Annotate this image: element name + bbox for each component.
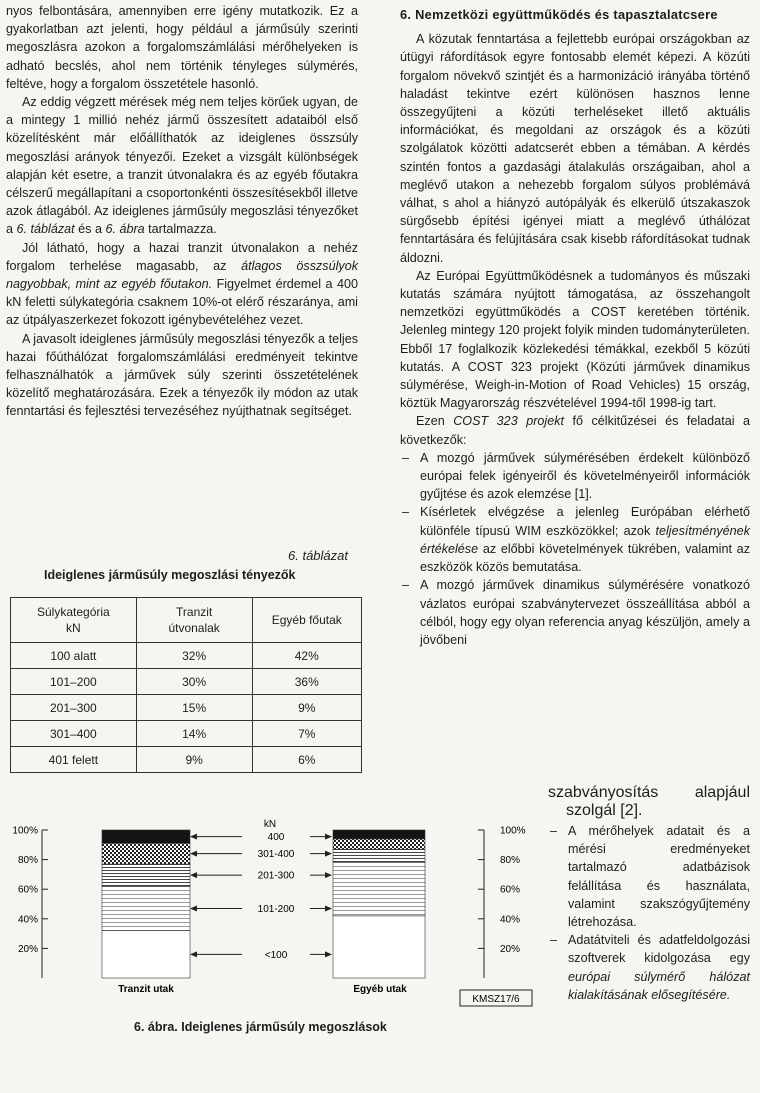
- tick-label-right: 40%: [500, 914, 521, 926]
- table-cell: 301–400: [11, 721, 137, 747]
- series-label: <100: [264, 949, 288, 961]
- bar-segment: [333, 849, 425, 862]
- left-paragraph-4: A javasolt ideiglenes járműsúly megoszlási tényezők a teljes hazai főúthálózat forgalomszámlálási eredményeit tekintve felhasználhatók a járművek súly szerinti összetételének közelítő meghatározására. Ezek a tényezők ily módon az utak fenntartási és fejlesztési tervezéséhez nyújthatnak segítséget.: [6, 331, 358, 419]
- arrow-head: [325, 834, 332, 840]
- tick-label-left: 40%: [17, 914, 38, 926]
- left-column: [6, 2, 358, 421]
- unit-label: kN: [263, 819, 277, 830]
- figure-caption: 6. ábra. Ideiglenes járműsúly megoszlások: [134, 1020, 387, 1034]
- weight-distribution-table: [10, 597, 362, 773]
- series-label: 101-200: [257, 903, 295, 915]
- section-title: 6. Nemzetközi együttműködés és tapasztalatcsere: [400, 7, 718, 22]
- list-item: – Adatátviteli és adatfeldolgozási szoftverek kidolgozása egy európai súlymérő hálózat kialakításának elősegítésére.: [548, 931, 750, 1004]
- category-label: Egyéb utak: [353, 984, 407, 995]
- bar-segment: [333, 839, 425, 849]
- table-number: 6. táblázat: [288, 548, 348, 563]
- table-cell: 6%: [252, 747, 361, 773]
- arrow-head: [325, 872, 332, 878]
- table-cell: 401 felett: [11, 747, 137, 773]
- arrow-head: [190, 851, 197, 857]
- left-paragraph-3: Jól látható, hogy a hazai tranzit útvonalakon a nehéz forgalom terhelése magasabb, az átlagos összsúlyok nagyobbak, mint az egyéb főutakon. Figyelmet érdemel a 400 kN feletti súlykategória csaknem 10%-ot elérő részaránya, ami az útpályaszerkezet fokozott igénybevételéhez vezet.: [6, 240, 359, 328]
- figure-code: KMSZ17/6: [472, 994, 520, 1005]
- table-row: [11, 747, 362, 773]
- tick-label-left: 20%: [17, 943, 38, 955]
- tick-label-left: 60%: [17, 884, 38, 896]
- series-label: 400: [267, 832, 285, 844]
- list-item-continuation: szolgál [2].: [566, 802, 643, 819]
- tick-label-right: 100%: [500, 825, 526, 837]
- arrow-head: [325, 905, 332, 911]
- bar-segment: [102, 843, 190, 864]
- tick-label-right: 60%: [500, 884, 521, 896]
- objectives-list: [400, 449, 750, 649]
- left-paragraph-2: Az eddig végzett mérések még nem teljes körűek ugyan, de a mintegy 1 millió nehéz jármű összesített adataiból első közelítésként már előállíthatók az ideiglenes összsúly megoszlási arányok tényezői. Ezeket a vizsgált különbségek alapján két esetre, a tranzit útvonalakra és az egyéb főutakra célszerű megállapítani a csoportonkénti összesítésekből illetve azok átlagából. Az ideiglenes járműsúly megoszlási tényezőket a 6. táblázat és a 6. ábra tartalmazza.: [6, 95, 358, 237]
- bar-segment: [102, 864, 190, 886]
- table-header-cell: Súlykategória kN: [11, 598, 137, 643]
- bar-segment: [102, 830, 190, 843]
- table-header-cell: Egyéb főutak: [252, 598, 361, 643]
- tick-label-left: 80%: [17, 855, 38, 867]
- table-row: [11, 669, 362, 695]
- tick-label-right: 20%: [500, 943, 521, 955]
- table-header-row: [11, 598, 362, 643]
- left-paragraph-1: nyos felbontására, amennyiben erre igény mutatkozik. Ez a gyakorlatban azt jelenti, hogy például a járműsúly szerinti megoszlásra azokon a forgalomszámlálási mérőhelyeken is adható becslés, ahol nem történik tényleges súlymérés, feltéve, hogy a forgalom összetétele hasonló.: [6, 4, 358, 91]
- series-label: 301-400: [257, 849, 295, 861]
- arrow-head: [190, 872, 197, 878]
- bar-segment: [102, 886, 190, 930]
- right-column: [400, 6, 750, 649]
- bar-segment: [333, 916, 425, 978]
- arrow-head: [190, 834, 197, 840]
- stacked-bar-chart: [0, 810, 540, 1015]
- list-item: – Kísérletek elvégzése a jelenleg Európában elérhető különféle típusú WIM eszközökkel; azok teljesítményének értékelése az előbbi követelmények tükrében, valamint az eszközök közös bemutatása.: [400, 503, 750, 576]
- table-reference: 6. táblázat: [16, 222, 75, 237]
- list-item: – A mérőhelyek adatait és a mérési eredményeket tartalmazó adatbázisok felállítása és használata, valamint szakszógyűjtemény létrehozása.: [548, 822, 750, 931]
- table-row: [11, 695, 362, 721]
- table-cell: 36%: [252, 669, 361, 695]
- arrow-head: [325, 951, 332, 957]
- list-item-continuation: szabványosítás alapjául: [548, 784, 750, 801]
- arrow-head: [190, 951, 197, 957]
- figure-reference: 6. ábra: [105, 222, 145, 237]
- right-paragraph-3: Ezen COST 323 projekt fő célkitűzései és feladatai a következők:: [400, 414, 750, 447]
- arrow-head: [325, 851, 332, 857]
- table-row: [11, 721, 362, 747]
- table-cell: 32%: [136, 643, 252, 669]
- table-row: [11, 643, 362, 669]
- table-title: Ideiglenes járműsúly megoszlási tényezők: [44, 568, 296, 582]
- tick-label-left: 100%: [12, 825, 38, 837]
- bar-segment: [333, 830, 425, 839]
- objectives-list-continued: [548, 822, 750, 1004]
- table-cell: 201–300: [11, 695, 137, 721]
- bar-segment: [102, 931, 190, 978]
- table-cell: 14%: [136, 721, 252, 747]
- list-item: – A mozgó járművek súlymérésében érdekelt különböző európai felek igényeiről és követelményeiről információk gyűjtése és azok elemzése [1].: [400, 449, 750, 504]
- right-paragraph-1: A közutak fenntartása a fejlettebb európai országokban az útügyi ráfordítások egyre fontosabb elemét képezi. A közúti forgalom növekvő szintjét és a harmonizáció irányába történő haladást tekintve ezért különösen hasznos lenne összegyűjteni a közúti terheléseket illető aktuális információkat, és megoldani az országok és a közúti szolgálatok közötti adatcserét ebben a témában. A kérdés szintén fontos a gazdasági átalakulás országaiban, ahol a meglévő utakon a nehezebb forgalom súlyos problémává válhat, s ahol a hiányzó autópályák és elkerülő útszakaszok sürgősebb építési igényei miatt a meglévő úthálózat fenntartására és felújítására csak kisebb ráfordításokat tudnak áldozni.: [400, 32, 750, 265]
- table-cell: 101–200: [11, 669, 137, 695]
- table-cell: 7%: [252, 721, 361, 747]
- list-item: – A mozgó járművek dinamikus súlymérésére vonatkozó vázlatos európai szabványtervezet összeállítása abból a célból, hogy egy olyan referencia anyag készüljön, amely a jövőbeni: [400, 576, 750, 649]
- table-cell: 42%: [252, 643, 361, 669]
- table-cell: 15%: [136, 695, 252, 721]
- category-label: Tranzit utak: [118, 984, 174, 995]
- arrow-head: [190, 905, 197, 911]
- table-cell: 9%: [252, 695, 361, 721]
- table-cell: 9%: [136, 747, 252, 773]
- table-cell: 30%: [136, 669, 252, 695]
- right-paragraph-2: Az Európai Együttműködésnek a tudományos és műszaki kutatás számára nyújtott támogatása, az összehangolt nemzetközi együttműködés a COST keretében történik. Jelenleg mintegy 120 projekt folyik minden tudományterületen. Ebből 17 foglalkozik közlekedési témákkal, ezekből 5 közúti kutatás. A COST 323 projekt (Közúti járművek dinamikus súlymérése, Weigh-in-Motion of Road Vehicles) 15 ország, köztük Magyarország részvételével 1994-től 1998-ig tart.: [400, 268, 750, 411]
- bar-segment: [333, 863, 425, 916]
- series-label: 201-300: [257, 870, 295, 882]
- tick-label-right: 80%: [500, 855, 521, 867]
- table-header-cell: Tranzit útvonalak: [136, 598, 252, 643]
- table-cell: 100 alatt: [11, 643, 137, 669]
